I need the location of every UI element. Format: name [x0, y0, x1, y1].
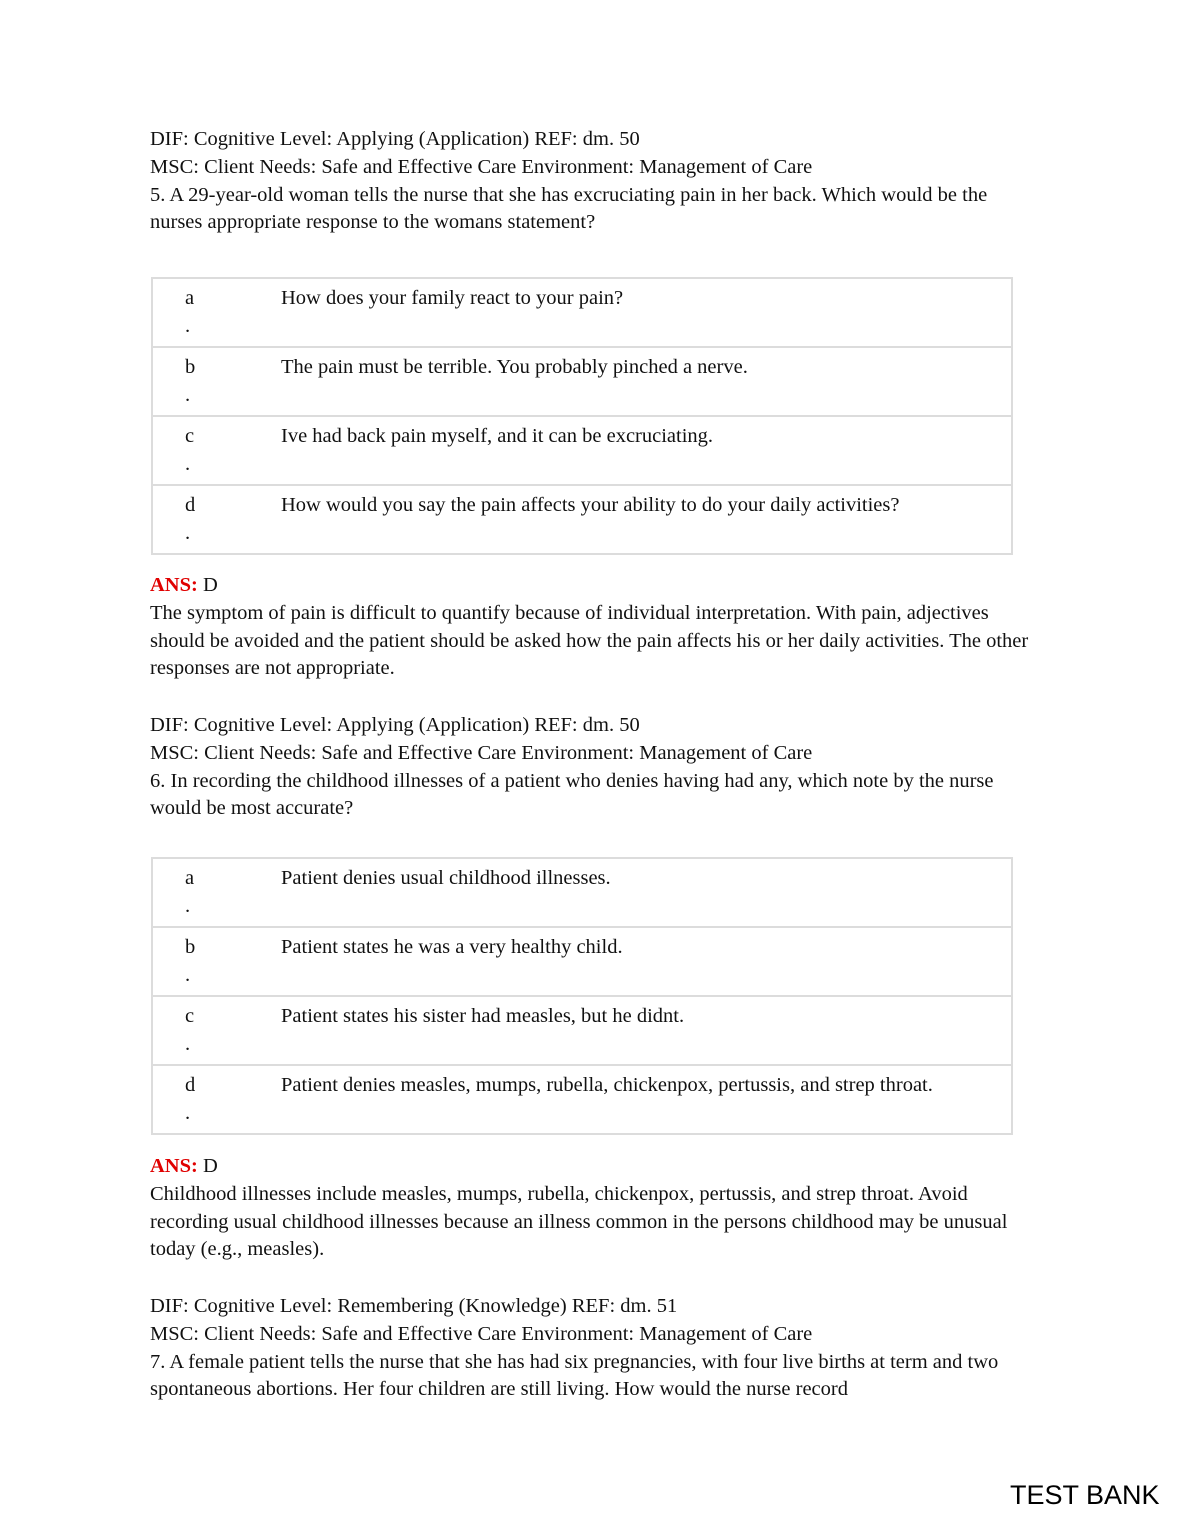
option-row: [152, 347, 1012, 416]
option-text: Ive had back pain myself, and it can be excruciating.: [281, 416, 1012, 485]
option-dot: .: [185, 1102, 191, 1124]
option-letter: a: [185, 867, 195, 889]
option-letter: b: [185, 936, 196, 958]
answer-value: D: [197, 1155, 218, 1177]
option-text: Patient states his sister had measles, but he didnt.: [281, 996, 1012, 1065]
question-text: 5. A 29-year-old woman tells the nurse that she has excruciating pain in her back. Which would be the nurses appropriate response to the womans statement?: [150, 183, 988, 234]
rationale: Childhood illnesses include measles, mumps, rubella, chickenpox, pertussis, and strep throat. Avoid recording usual childhood illnesses because an illness common in the persons childhood may be unusual today (e.g., measles).: [150, 1182, 1008, 1261]
option-letter: c: [185, 425, 195, 447]
msc-line: MSC: Client Needs: Safe and Effective Care Environment: Management of Care: [150, 741, 813, 764]
option-text: Patient denies measles, mumps, rubella, chickenpox, pertussis, and strep throat.: [281, 1065, 1012, 1134]
question-5-answer: [150, 572, 1050, 683]
option-text: Patient denies usual childhood illnesses.: [281, 867, 611, 889]
question-7-header: [150, 1293, 1050, 1404]
option-letter: c: [185, 1005, 195, 1027]
option-row: [152, 1065, 1012, 1134]
msc-line: MSC: Client Needs: Safe and Effective Care Environment: Management of Care: [150, 1322, 813, 1345]
option-letter: d: [185, 1074, 196, 1096]
question-5-options: [151, 277, 1013, 555]
option-dot: .: [185, 453, 191, 475]
question-6-answer: [150, 1153, 1050, 1264]
question-text: 6. In recording the childhood illnesses of a patient who denies having had any, which note by the nurse would be most accurate?: [150, 769, 994, 820]
option-text: How does your family react to your pain?: [281, 287, 624, 309]
dif-line: DIF: Cognitive Level: Applying (Application) REF: dm. 50: [150, 714, 640, 736]
option-dot: .: [185, 315, 191, 337]
option-row: [152, 858, 1012, 927]
question-5-header: [150, 126, 1050, 237]
option-dot: .: [185, 895, 191, 917]
dif-line: DIF: Cognitive Level: Remembering (Knowledge) REF: dm. 51: [150, 1295, 678, 1317]
option-row: [152, 485, 1012, 554]
footer-watermark: TEST BANK: [1010, 1480, 1160, 1510]
option-dot: .: [185, 1033, 191, 1055]
option-letter: d: [185, 494, 196, 516]
question-text: 7. A female patient tells the nurse that she has had six pregnancies, with four live births at term and two spontaneous abortions. Her four children are still living. How would the nurse record: [150, 1350, 999, 1401]
option-letter: a: [185, 287, 195, 309]
option-dot: .: [185, 964, 191, 986]
answer-value: D: [197, 574, 218, 596]
dif-line: DIF: Cognitive Level: Applying (Application) REF: dm. 50: [150, 128, 640, 150]
question-6-header: [150, 712, 1050, 823]
question-6-options: [151, 857, 1013, 1135]
answer-label: ANS:: [150, 574, 198, 596]
answer-label: ANS:: [150, 1155, 198, 1177]
option-row: [152, 278, 1012, 347]
option-text: The pain must be terrible. You probably pinched a nerve.: [281, 347, 1012, 416]
option-text: Patient states he was a very healthy child.: [281, 927, 1012, 996]
option-dot: .: [185, 522, 191, 544]
msc-line: MSC: Client Needs: Safe and Effective Care Environment: Management of Care: [150, 155, 813, 178]
option-text: How would you say the pain affects your ability to do your daily activities?: [281, 485, 1012, 554]
rationale: The symptom of pain is difficult to quantify because of individual interpretation. With pain, adjectives should be avoided and the patient should be asked how the pain affects his or her daily activities. The other responses are not appropriate.: [150, 601, 1029, 680]
option-dot: .: [185, 384, 191, 406]
option-row: [152, 996, 1012, 1065]
option-letter: b: [185, 356, 196, 378]
option-row: [152, 927, 1012, 996]
option-row: [152, 416, 1012, 485]
